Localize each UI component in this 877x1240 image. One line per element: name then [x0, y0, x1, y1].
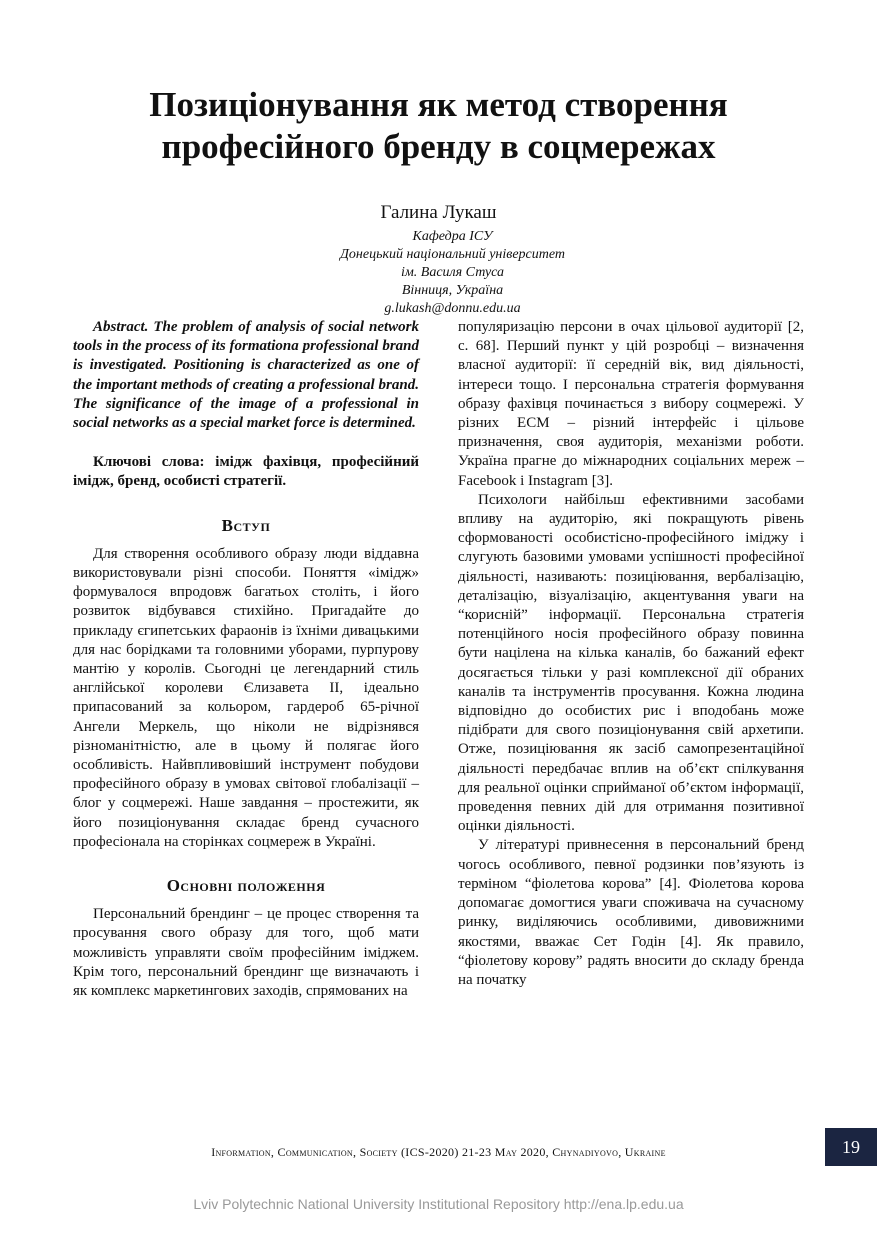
conference-footer: Information, Communication, Society (ICS-2020) 21-23 May 2020, Chynadiyovo, Ukraine: [211, 1145, 666, 1159]
keywords: Ключові слова: імідж фахівця, професійний імідж, бренд, особисті стратегії.: [73, 454, 419, 490]
author-name: Галина Лукаш: [380, 202, 497, 223]
intro-paragraph: Для створення особливого образу люди віддавна використовували різні способи. Поняття «імідж» формувалося впродовж багатьох століть, і його розвиток відбувався стихійно. Пригадайте до прикладу єгипетських фараонів із їхніми дивацькими для нас борідками та головними уборами, пурпурову мантію у королів. Сьогодні це легендарний стиль англійської королеви Єлизавета ІІ, ідеально припасований за кольором, гардероб 65-річної Ангели Меркель, що ніколи не відрізнявся різноманітністю, але в цьому й полягає його особливість. Найвпливовіший інструмент побудови професійного образу в умовах світової глобалізації – блог у соцмережі. Наше завдання – простежити, як його позиціонування складає бренд сучасного професіонала на сторінках соцмереж в Україні.: [73, 545, 419, 850]
page-number: 19: [825, 1128, 877, 1166]
left-column: [73, 318, 419, 1001]
section-heading-main: Основні положення: [166, 876, 326, 896]
right-paragraph-3: У літературі привнесення в персональний бренд чогось особливого, певної родзинки пов’язують із терміном “фіолетова корова” [4]. Фіолетова корова допомагає домогтися уваги споживача на сучасному ринку, виділяючись особливими, дивовижними якостями, вважає Сет Годін [4]. Як правило, “фіолетову корову” радять вносити до складу бренда на початку: [458, 837, 804, 988]
section-heading-intro: Вступ: [221, 515, 271, 535]
main-paragraph: Персональний брендинг – це процес створення та просування свого образу для того, щоб мати можливість управляти своїм професійним іміджем. Крім того, персональний брендинг ще визначають і як комплекс маркетингових заходів, спрямованих на: [73, 906, 419, 1000]
affiliation-city: Вінниця, Україна: [401, 283, 504, 298]
repository-watermark: Lviv Polytechnic National University Institutional Repository http://ena.lp.edu.ua: [193, 1196, 684, 1212]
affiliation-email: g.lukash@donnu.edu.ua: [384, 301, 521, 316]
paper-title: Позиціонування як метод створення професійного бренду в соцмережах: [149, 85, 728, 166]
right-column: [458, 318, 804, 990]
affiliation-department: Кафедра ІСУ: [412, 229, 493, 244]
affiliation-university-name: ім. Василя Стуса: [400, 265, 505, 280]
right-paragraph-2: Психологи найбільш ефективними засобами впливу на аудиторію, які покращують рівень сформованості особистісно-професійного іміджу і слугують базовими умовами успішності професійної діяльності, називають: позиціювання, вербалізацію, деталізацію, візуалізацію, акцентування уваги на “корисній” інформації. Персональна стратегія потенційного носія професійного образу повинна бути націлена на кілька каналів, бо бажаний ефект досягається тільки у разі комплексної дії обраних каналів та інструментів просування. Кожна людина відповідно до особистих рис і вподобань може підібрати для свого позиціонування свій архетипи. Отже, позиціювання як засіб самопрезентаційної діяльності передбачає вплив на об’єкт спілкування для реальної оцінки сприйманої об’єктом інформації, проведення певних дій для отримання позитивної оцінки діяльності.: [458, 491, 804, 835]
affiliation-university: Донецький національний університет: [340, 247, 565, 262]
affiliation-block: [0, 228, 877, 318]
abstract: Abstract. The problem of analysis of social network tools in the process of its formationa professional brand is investigated. Positioning is characterized as one of the important methods of creating a professional brand. The significance of the image of a professional in social networks as a special market force is determined.: [73, 319, 419, 432]
right-paragraph-1: популяризацію персони в очах цільової аудиторії [2, с. 68]. Перший пункт у цій розробці – визначення власної аудиторії: її середній вік, вид діяльності, інтереси тощо. І персональна стратегія формування образу фахівця починається з вибору соцмережі. У різних ЕСМ – різний інтерфейс і цільове призначення, своя аудиторія, механізми роботи. Україна прагне до міжнародних соціальних мереж – Facebook і Instagram [3].: [458, 319, 804, 489]
